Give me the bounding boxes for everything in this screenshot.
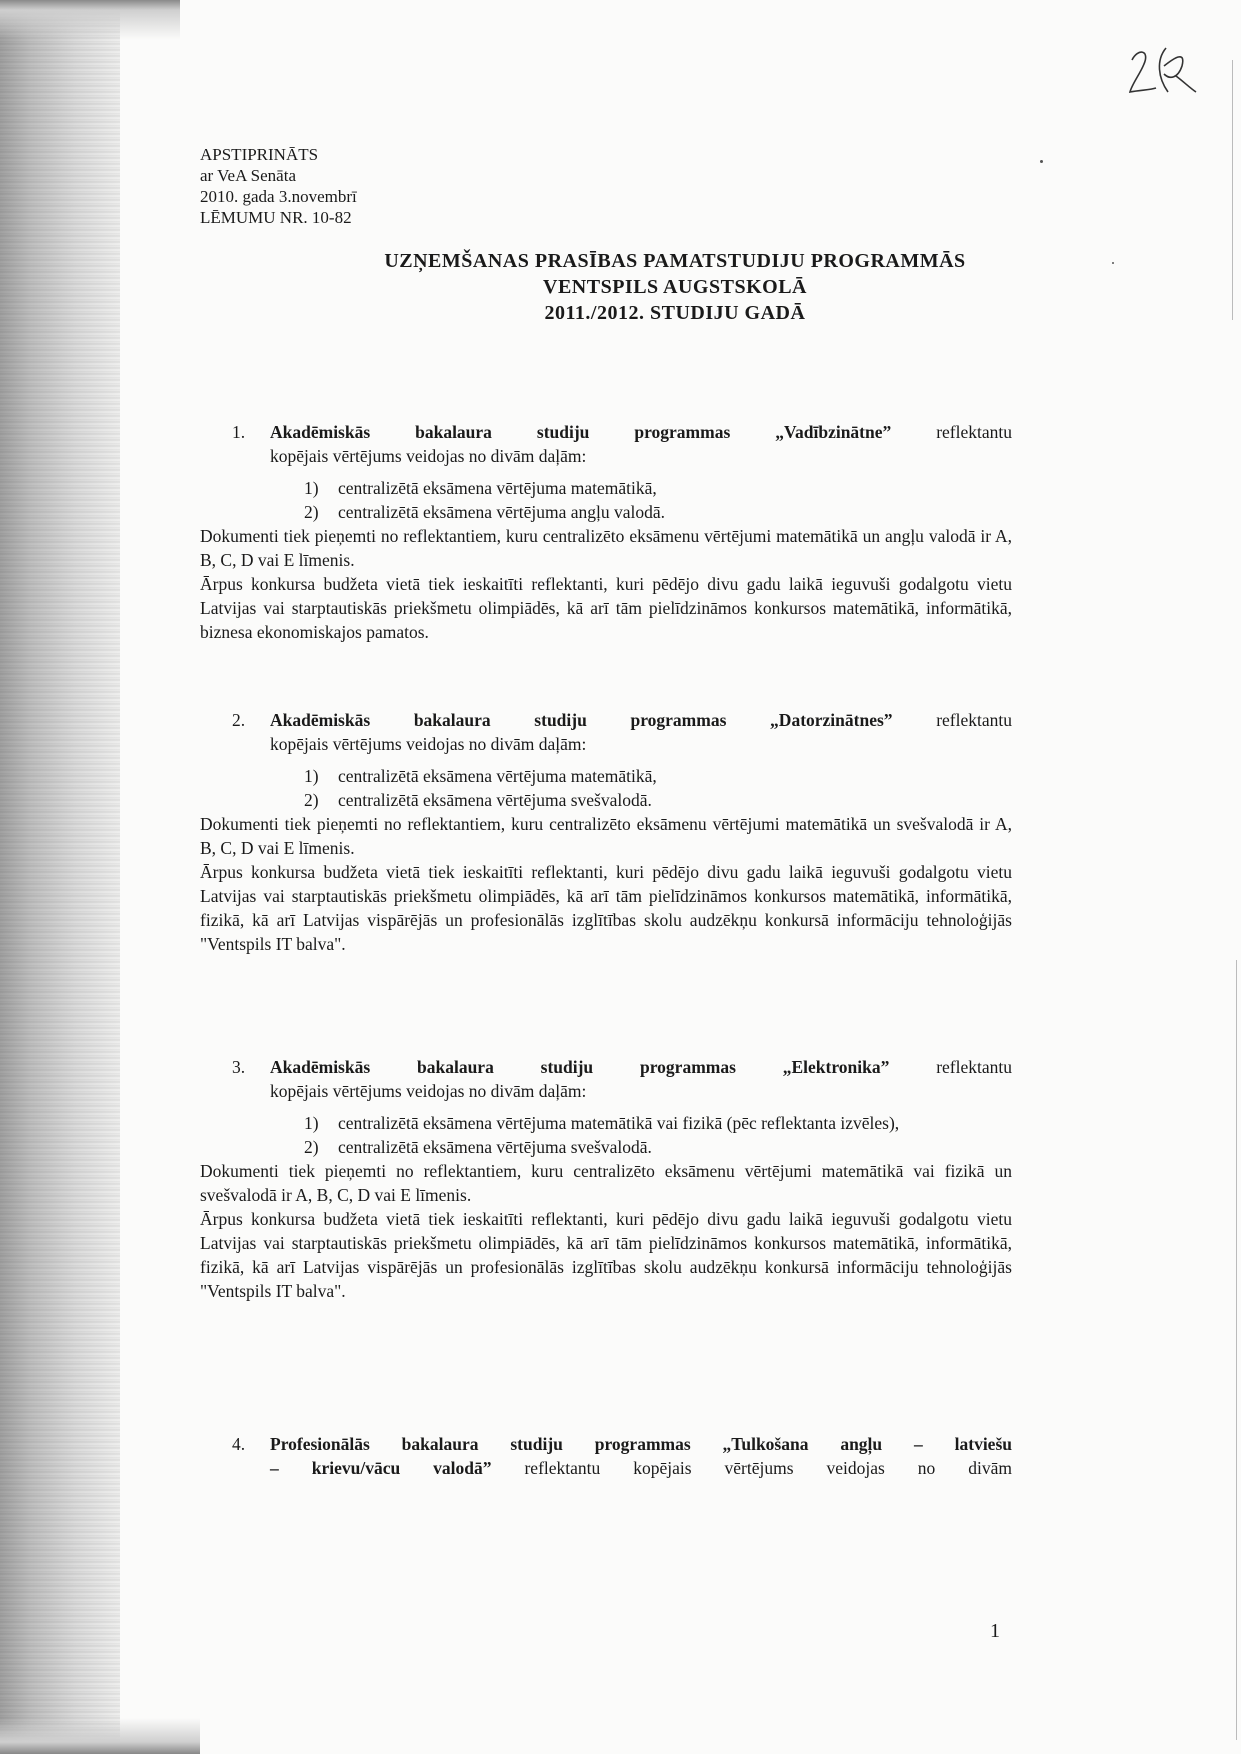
title-line: VENTSPILS AUGSTSKOLĀ (543, 276, 807, 298)
item-number: 2) (304, 790, 319, 810)
heading-text: kopējais vērtējums veidojas no divām daļām: (270, 734, 587, 754)
section-heading (200, 708, 1012, 756)
scan-artifact-line (1236, 960, 1237, 1740)
approval-block (200, 144, 357, 228)
item-number: 2) (304, 1137, 319, 1157)
section-number: 2. (232, 710, 246, 730)
scan-artifact-line (1232, 60, 1233, 320)
list-item (304, 476, 1012, 500)
page-number: 1 (990, 1620, 1000, 1642)
section-1 (200, 420, 1012, 644)
list-item (304, 1111, 1012, 1135)
documents-paragraph: Dokumenti tiek pieņemti no reflektantiem, kuru centralizēto eksāmenu vērtējumi matemātikā vai fizikā un svešvalodā ir A, B, C, D vai E līmenis. (200, 1161, 1012, 1205)
section-4 (200, 1432, 1012, 1480)
item-text: centralizētā eksāmena vērtējuma svešvalodā. (338, 790, 652, 810)
item-text: centralizētā eksāmena vērtējuma matemātikā, (338, 478, 657, 498)
heading-text: reflektantu (889, 1057, 1012, 1077)
section-number: 3. (232, 1057, 246, 1077)
document-title (200, 248, 1150, 326)
scan-corner-top (0, 0, 180, 40)
handwritten-page-number (1126, 40, 1206, 100)
program-name: Akadēmiskās bakalaura studiju programmas „Vadībzinātne” (270, 422, 892, 442)
item-text: centralizētā eksāmena vērtējuma svešvalodā. (338, 1137, 652, 1157)
section-heading (200, 1432, 1012, 1480)
approval-line: ar VeA Senāta (200, 166, 296, 185)
item-number: 1) (304, 478, 319, 498)
list-item (304, 1135, 1012, 1159)
heading-text: reflektantu (892, 710, 1012, 730)
scan-speck (1040, 160, 1043, 163)
section-number: 4. (232, 1434, 246, 1454)
item-number: 2) (304, 502, 319, 522)
list-item (304, 788, 1012, 812)
scan-corner-bottom (0, 1718, 200, 1754)
documents-paragraph: Dokumenti tiek pieņemti no reflektantiem, kuru centralizēto eksāmenu vērtējumi matemātikā un svešvalodā ir A, B, C, D vai E līmenis. (200, 814, 1012, 858)
olympiad-paragraph: Ārpus konkursa budžeta vietā tiek ieskaitīti reflektanti, kuri pēdējo divu gadu laikā ieguvuši godalgotu vietu Latvijas vai starptautiskās priekšmetu olimpiādēs, kā arī tām pielīdzināmos konkursos matemātikā, informātikā, biznesa ekonomiskajos pamatos. (200, 574, 1012, 642)
heading-text: reflektantu (891, 422, 1013, 442)
program-name: Akadēmiskās bakalaura studiju programmas „Datorzinātnes” (270, 710, 893, 730)
item-number: 1) (304, 766, 319, 786)
section-heading (200, 1055, 1012, 1103)
requirement-list (200, 476, 1012, 524)
documents-paragraph: Dokumenti tiek pieņemti no reflektantiem, kuru centralizēto eksāmenu vērtējumi matemātikā un angļu valodā ir A, B, C, D vai E līmenis. (200, 526, 1012, 570)
section-heading (200, 420, 1012, 468)
list-item (304, 500, 1012, 524)
section-3 (200, 1055, 1012, 1303)
olympiad-paragraph: Ārpus konkursa budžeta vietā tiek ieskaitīti reflektanti, kuri pēdējo divu gadu laikā ieguvuši godalgotu vietu Latvijas vai starptautiskās priekšmetu olimpiādēs, kā arī tām pielīdzināmos konkursos matemātikā, informātikā, fizikā, kā arī Latvijas vispārējās un profesionālās izglītības skolu audzēkņu konkursā informāciju tehnoloģijās "Ventspils IT balva". (200, 862, 1012, 954)
approval-line: 2010. gada 3.novembrī (200, 187, 357, 206)
section-2 (200, 708, 1012, 956)
approval-line: LĒMUMU NR. 10-82 (200, 208, 352, 227)
program-name: Akadēmiskās bakalaura studiju programmas „Elektronika” (270, 1057, 890, 1077)
program-name-continued: – krievu/vācu valodā” (270, 1458, 492, 1478)
scan-shadow-edge (0, 0, 120, 1754)
item-text: centralizētā eksāmena vērtējuma angļu valodā. (338, 502, 665, 522)
heading-text: reflektantu kopējais vērtējums veidojas no divām (491, 1458, 1012, 1478)
title-line: 2011./2012. STUDIJU GADĀ (544, 302, 806, 324)
item-text: centralizētā eksāmena vērtējuma matemātikā, (338, 766, 657, 786)
item-text: centralizētā eksāmena vērtējuma matemātikā vai fizikā (pēc reflektanta izvēles), (338, 1113, 900, 1133)
item-number: 1) (304, 1113, 319, 1133)
requirement-list (200, 1111, 1012, 1159)
heading-text: kopējais vērtējums veidojas no divām daļām: (270, 1081, 587, 1101)
heading-text: kopējais vērtējums veidojas no divām daļām: (270, 446, 587, 466)
program-name: Profesionālās bakalaura studiju programmas „Tulkošana angļu – latviešu (270, 1434, 1012, 1454)
list-item (304, 764, 1012, 788)
requirement-list (200, 764, 1012, 812)
title-line: UZŅEMŠANAS PRASĪBAS PAMATSTUDIJU PROGRAMMĀS (384, 250, 966, 272)
olympiad-paragraph: Ārpus konkursa budžeta vietā tiek ieskaitīti reflektanti, kuri pēdējo divu gadu laikā ieguvuši godalgotu vietu Latvijas vai starptautiskās priekšmetu olimpiādēs, kā arī tām pielīdzināmos konkursos matemātikā, informātikā, fizikā, kā arī Latvijas vispārējās un profesionālās izglītības skolu audzēkņu konkursā informāciju tehnoloģijās "Ventspils IT balva". (200, 1209, 1012, 1301)
section-number: 1. (232, 422, 246, 442)
approval-line: APSTIPRINĀTS (200, 145, 319, 164)
